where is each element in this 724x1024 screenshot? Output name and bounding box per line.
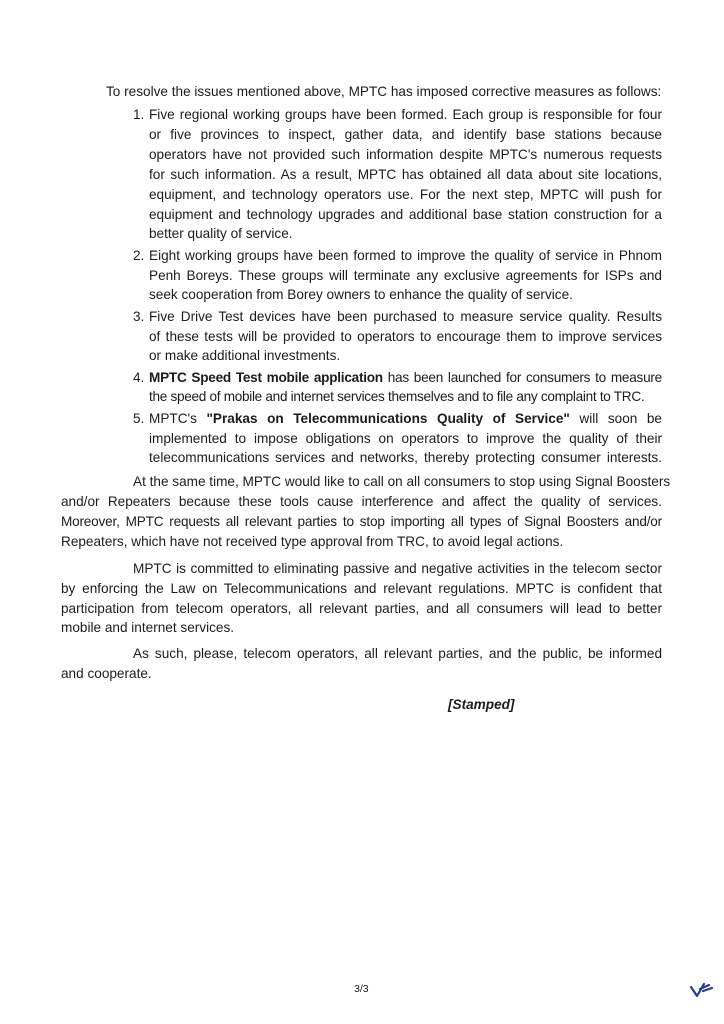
list-line-pre: MPTC's — [149, 411, 207, 426]
paragraph-line: and/or Repeaters because these tools cause interference and affect the quality of services. — [61, 494, 662, 509]
list-line: Five Drive Test devices have been purchased to measure service quality. Results — [149, 309, 662, 324]
app-name-bold: MPTC Speed Test mobile application — [149, 370, 383, 385]
list-line — [149, 370, 662, 386]
list-number: 1. — [133, 107, 145, 122]
paragraph-line: At the same time, MPTC would like to call on all consumers to stop using Signal Boosters — [133, 474, 671, 489]
list-number: 4. — [133, 370, 145, 385]
list-line: implemented to impose obligations on operators to improve the quality of their — [149, 431, 662, 446]
list-line: telecommunications services and networks, thereby protecting consumer interests. — [149, 450, 662, 465]
list-line-rest: has been launched for consumers to measure — [382, 370, 662, 385]
list-number: 3. — [133, 309, 145, 324]
list-line: equipment, and technology operators use. For the next step, MPTC will push for — [149, 187, 662, 202]
page-number: 3/3 — [354, 983, 369, 995]
list-line: or five provinces to inspect, gather data, and identify base stations because — [149, 127, 662, 142]
stamp-label: [Stamped] — [448, 697, 515, 712]
paragraph-line: and cooperate. — [61, 666, 152, 681]
paragraph-line: mobile and internet services. — [61, 620, 235, 635]
list-line-post: will soon be — [569, 411, 662, 426]
handwritten-mark-icon — [688, 981, 716, 999]
list-number: 5. — [133, 411, 145, 426]
paragraph-line: As such, please, telecom operators, all relevant parties, and the public, be informed — [133, 646, 662, 661]
intro-text: To resolve the issues mentioned above, MPTC has imposed corrective measures as follows: — [106, 84, 662, 99]
list-line: Five regional working groups have been formed. Each group is responsible for four — [149, 107, 662, 122]
list-line: for such information. As a result, MPTC has obtained all data about site locations, — [149, 167, 662, 182]
list-line — [149, 411, 662, 427]
list-line: or make additional investments. — [149, 348, 341, 363]
list-line: operators have not provided such information despite MPTC's numerous requests — [149, 147, 662, 162]
list-line: of these tests will be provided to operators to encourage them to improve services — [149, 329, 662, 344]
list-line: equipment and technology upgrades and additional base station construction for a — [149, 207, 662, 222]
list-line: seek cooperation from Borey owners to enhance the quality of service. — [149, 287, 573, 302]
paragraph-line: Moreover, MPTC requests all relevant parties to stop importing all types of Signal Boosters and/or — [61, 514, 662, 529]
paragraph-line: Repeaters, which have not received type approval from TRC, to avoid legal actions. — [61, 534, 564, 549]
paragraph-line: by enforcing the Law on Telecommunications and relevant regulations. MPTC is confident that — [61, 581, 662, 596]
list-line: better quality of service. — [149, 226, 293, 241]
list-line: Eight working groups have been formed to improve the quality of service in Phnom — [149, 248, 662, 263]
list-line: the speed of mobile and internet services themselves and to file any complaint to TRC. — [149, 389, 645, 404]
prakas-title-bold: "Prakas on Telecommunications Quality of Service" — [206, 411, 570, 426]
list-number: 2. — [133, 248, 145, 263]
list-line: Penh Boreys. These groups will terminate any exclusive agreements for ISPs and — [149, 268, 662, 283]
paragraph-line: participation from telecom operators, all relevant parties, and all consumers will lead to better — [61, 601, 662, 616]
paragraph-line: MPTC is committed to eliminating passive and negative activities in the telecom sector — [133, 561, 662, 576]
